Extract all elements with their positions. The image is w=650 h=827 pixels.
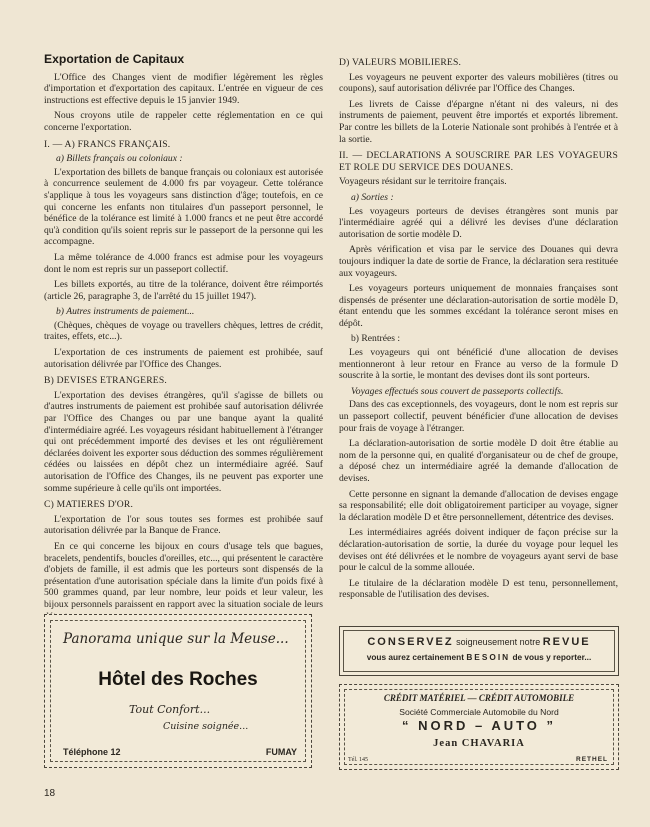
article-title: Exportation de Capitaux (44, 52, 185, 66)
paragraph: Nous croyons utile de rappeler cette réglementation en ce qui concerne l'exportation. (44, 110, 323, 133)
paragraph: L'exportation de l'or sous toutes ses formes est prohibée sauf autorisation délivrée par la Banque de France. (44, 513, 323, 537)
section-heading: II. — DECLARATIONS A SOUSCRIRE PAR LES VOYAGEURS ET ROLE DU SERVICE DES DOUANES. (339, 150, 618, 173)
paragraph: (Chèques, chèques de voyage ou travellers chèques, lettres de crédit, traites, effets, etc...). (44, 319, 323, 343)
ad-cuisine: Cuisine soignée... (163, 721, 249, 732)
subsection-heading: Voyages effectués sous couvert de passeports collectifs. (351, 385, 564, 397)
nord-phone: Tél. 145 (348, 757, 368, 763)
revue-l2b: de vous y reporter... (512, 652, 592, 662)
besoin-word: BESOIN (466, 652, 511, 662)
revue-advertisement (339, 626, 619, 676)
hotel-advertisement (44, 614, 312, 768)
revue-line-1 (340, 636, 618, 648)
paragraph: Les voyageurs porteurs de devises étrangères sont munis par l'intermédiaire agréé qui a délivré les devises d'une déclaration autorisation de sortie modèle D. (339, 205, 618, 240)
paragraph: En ce qui concerne les bijoux en cours d'usage tels que bagues, bracelets, pendentifs, boucles d'oreilles, etc..., qui présentent le caractère d'objets de famille, il est admis que les porteurs sont dispensés de la présentation d'une autorisation spéciale dans la limite d'un poids fixé à 500 grammes quand, par leur nombre, leur poids et leur valeur, les bijoux personnels paraissent en rapport avec la situation sociale de leurs (44, 540, 323, 610)
paragraph: Après vérification et visa par le service des Douanes qui devra toujours indiquer la date de sortie de France, la déclaration sera restituée aux voyageurs. (339, 244, 618, 279)
paragraph: Les voyageurs porteurs uniquement de monnaies françaises sont dispensés de présenter une déclaration-autorisation de sortie modèle D, étant entendu que les sommes excédant la tolérance seront mises en dépôt. (339, 283, 618, 329)
right-column (339, 52, 618, 605)
paragraph: La déclaration-autorisation de sortie modèle D doit être établie au nom de la personne qui, en qualité d'organisateur ou de chef de groupe, a déposé chez un intermédiaire agréé la demande d'allocation de devises. (339, 438, 618, 484)
ad-confort: Tout Confort... (129, 703, 211, 716)
hotel-name: Hôtel des Roches (98, 669, 258, 690)
subsection-heading: a) Billets français ou coloniaux : (56, 153, 183, 165)
subsection-heading: b) Rentrées : (351, 333, 401, 345)
brand-name: “ NORD – AUTO ” (401, 718, 557, 733)
paragraph: L'Office des Changes vient de modifier légèrement les règles d'importation et d'exportation des capitaux. L'entrée en vigueur de ces instructions est effective depuis le 15 janvier 1949. (44, 71, 323, 106)
revue-mid-text: soigneusement notre (456, 637, 541, 647)
nord-city: RETHEL (576, 756, 608, 763)
revue-l2a: vous aurez certainement (366, 652, 464, 662)
section-heading: D) VALEURS MOBILIERES. (339, 57, 462, 68)
subsection-heading: b) Autres instruments de paiement... (56, 306, 195, 318)
subsection-heading: a) Sorties : (351, 191, 394, 203)
paragraph: Cette personne en signant la demande d'allocation de devises engage sa responsabilité; elle doit obligatoirement participer au voyage, signer la déclaration modèle D et être personnellement, détentrice des devises. (339, 488, 618, 523)
paragraph: Les intermédiaires agréés doivent indiquer de façon précise sur la déclaration-autorisation de sortie, la durée du voyage pour lequel les devises ont été délivrées et le nombre de voyageurs ayant servi de base pour le calcul de la somme allouée. (339, 527, 618, 574)
left-column (44, 52, 323, 626)
paragraph: L'exportation des devises étrangères, qu'il s'agisse de billets ou d'autres instruments de paiement est prohibée sauf autorisation délivrée par l'Office des Changes ou par une banque ayant la qualité d'intermédiaire agréé. Les voyageurs résidant habituellement à l'étranger qui ont précédemment importé des devises et les ont régulièrement déclarées doivent les exporter sous déduction des sommes régulièrement cédées ou laissées en dépôt chez un intermédiaire agréé. Sauf autorisation de l'Office des Changes, ils ne peuvent pas exporter une somme supérieure à celle qu'ils ont importées. (44, 389, 323, 494)
paragraph: Le titulaire de la déclaration modèle D est tenu, personnellement, responsable de l'utilisation des devises. (339, 577, 618, 601)
revue-word: REVUE (542, 636, 591, 648)
owner-name: Jean CHAVARIA (433, 738, 525, 749)
section-heading: B) DEVISES ETRANGERES. (44, 375, 167, 387)
paragraph: La même tolérance de 4.000 francs est admise pour les voyageurs dont le nom est repris sur un passeport collectif. (44, 251, 323, 275)
paragraph: Voyageurs résidant sur le territoire français. (339, 176, 507, 188)
paragraph: Les livrets de Caisse d'épargne n'étant ni des valeurs, ni des instruments de paiement, peuvent être importés et exportés librement. Par contre les billets de la Loterie Nationale sont prohibés à l'entrée et à la sortie. (339, 98, 618, 145)
hotel-phone: Téléphone 12 (63, 747, 121, 757)
page-number: 18 (44, 788, 56, 799)
paragraph: Dans des cas exceptionnels, des voyageurs, dont le nom est repris sur un passeport collectif, peuvent bénéficier d'une allocation de devises pour frais de voyage à l'étranger. (339, 399, 618, 434)
paragraph: Les voyageurs qui ont bénéficié d'une allocation de devises mentionneront à leur retour en France au verso de la formule D souscrite à la sortie, le montant des devises dont ils sont porteurs. (339, 347, 618, 382)
section-heading: I. — A) FRANCS FRANÇAIS. (44, 138, 171, 150)
company-line: Société Commerciale Automobile du Nord (399, 707, 559, 717)
section-heading: C) MATIERES D'OR. (44, 499, 134, 511)
paragraph: Les voyageurs ne peuvent exporter des valeurs mobilières (titres ou coupons), sauf autorisation délivrée par l'Office des Changes. (339, 71, 618, 95)
ad-tagline: Panorama unique sur la Meuse... (63, 631, 289, 647)
paragraph: L'exportation de ces instruments de paiement est prohibée, sauf autorisation délivrée par l'Office des Changes. (44, 347, 323, 370)
revue-line-2 (340, 652, 618, 662)
hotel-city: FUMAY (265, 747, 297, 757)
credit-line: CRÉDIT MATÉRIEL — CRÉDIT AUTOMOBILE (383, 693, 575, 703)
conservez-word: CONSERVEZ (367, 636, 454, 648)
nord-auto-advertisement (339, 684, 619, 770)
paragraph: Les billets exportés, au titre de la tolérance, doivent être réimportés (article 26, paragraphe 3, de l'arrêté du 15 juillet 1947). (44, 279, 323, 302)
paragraph: L'exportation des billets de banque français ou coloniaux est autorisée à concurrence seulement de 4.000 frs par voyageur. Cette tolérance s'applique à tous les voyageurs sans distinction d'âge; toutefois, en ce qui concerne les enfants non titulaires d'un passeport personnel, le bénéfice de la tolérance est limité à 1.000 francs et ne peut être accordé qu'à condition qu'ils soient repris sur le passeport de la personne qui les accompagne. (44, 166, 323, 248)
